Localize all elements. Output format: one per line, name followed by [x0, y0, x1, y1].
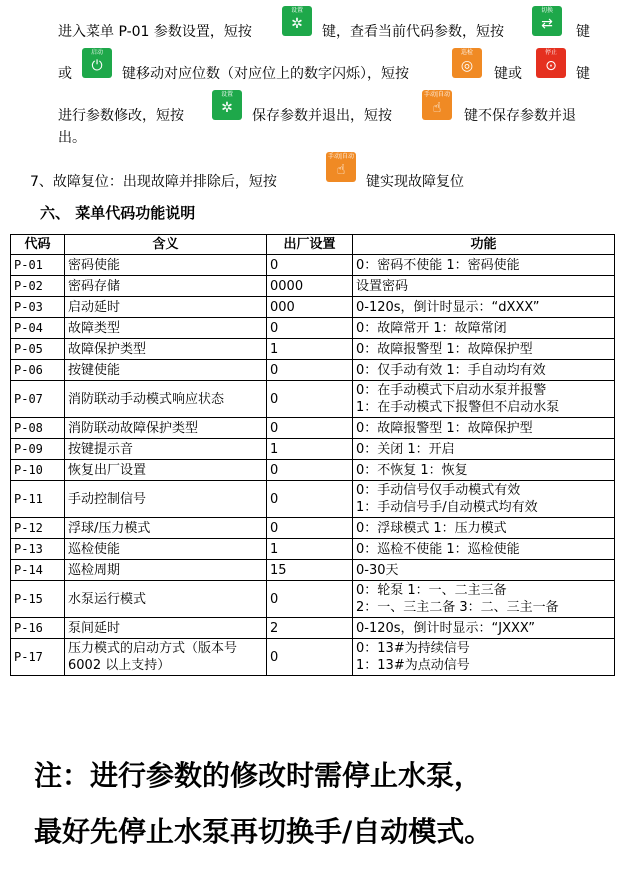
function-cell — [353, 518, 615, 539]
table-row — [11, 360, 615, 381]
stop-key — [536, 48, 566, 78]
function-cell — [353, 255, 615, 276]
meaning-cell: 故障类型 — [65, 318, 267, 339]
start-key-label: 启动 — [90, 49, 103, 56]
table-body — [11, 255, 615, 676]
start-key — [82, 48, 112, 78]
manual-auto-key — [326, 152, 356, 182]
hand-press-icon: ☝ — [336, 162, 346, 178]
instruction-text: 键或 — [494, 66, 522, 82]
default-cell: 0 — [267, 481, 353, 518]
default-cell: 0000 — [267, 276, 353, 297]
table-row — [11, 539, 615, 560]
switch-key — [532, 6, 562, 36]
code-cell: P-05 — [11, 339, 65, 360]
meaning-cell: 手动控制信号 — [65, 481, 267, 518]
column-header: 代码 — [11, 235, 65, 255]
menu-code-table — [10, 234, 615, 676]
meaning-cell: 按键提示音 — [65, 439, 267, 460]
meaning-cell: 恢复出厂设置 — [65, 460, 267, 481]
note-line: 注：进行参数的修改时需停止水泵， — [34, 759, 483, 792]
code-cell: P-01 — [11, 255, 65, 276]
function-line: 0：关闭 1：开启 — [356, 441, 455, 457]
code-cell: P-09 — [11, 439, 65, 460]
function-cell — [353, 618, 615, 639]
function-cell — [353, 276, 615, 297]
column-header: 含义 — [65, 235, 267, 255]
function-line: 1：13#为点动信号 — [356, 658, 470, 673]
table-row — [11, 639, 615, 676]
manual-auto-key — [422, 90, 452, 120]
function-cell — [353, 381, 615, 418]
function-line: 0-120s，倒计时显示：“dXXX” — [356, 299, 540, 315]
code-cell: P-14 — [11, 560, 65, 581]
table-row — [11, 255, 615, 276]
meaning-cell: 巡检使能 — [65, 539, 267, 560]
table-row — [11, 297, 615, 318]
meaning-cell: 消防联动手动模式响应状态 — [65, 381, 267, 418]
function-cell — [353, 560, 615, 581]
code-cell: P-13 — [11, 539, 65, 560]
meaning-cell: 泵间延时 — [65, 618, 267, 639]
function-cell — [353, 481, 615, 518]
meaning-cell: 按键使能 — [65, 360, 267, 381]
table-row — [11, 460, 615, 481]
instruction-text: 进行参数修改，短按 — [58, 108, 184, 124]
function-cell — [353, 581, 615, 618]
function-cell — [353, 418, 615, 439]
instruction-text: 键移动对应位数（对应位上的数字闪烁），短按 — [122, 66, 409, 82]
inspect-key — [452, 48, 482, 78]
function-cell — [353, 539, 615, 560]
function-cell — [353, 318, 615, 339]
meaning-cell: 消防联动故障保护类型 — [65, 418, 267, 439]
gear-icon: ✲ — [221, 100, 233, 116]
function-cell — [353, 360, 615, 381]
default-cell: 1 — [267, 539, 353, 560]
default-cell: 15 — [267, 560, 353, 581]
function-line: 0-120s，倒计时显示：“JXXX” — [356, 620, 536, 636]
default-cell: 0 — [267, 381, 353, 418]
instruction-text: 进入菜单 P-01 参数设置，短按 — [58, 24, 252, 40]
function-cell — [353, 297, 615, 318]
code-cell: P-02 — [11, 276, 65, 297]
meaning-cell: 水泵运行模式 — [65, 581, 267, 618]
table-row — [11, 560, 615, 581]
default-cell: 1 — [267, 439, 353, 460]
default-cell: 0 — [267, 418, 353, 439]
default-cell: 0 — [267, 518, 353, 539]
meaning-cell: 浮球/压力模式 — [65, 518, 267, 539]
meaning-cell: 故障保护类型 — [65, 339, 267, 360]
switch-arrows-icon: ⇄ — [541, 16, 553, 32]
function-cell — [353, 639, 615, 676]
table-row — [11, 318, 615, 339]
table-row — [11, 618, 615, 639]
default-cell: 0 — [267, 318, 353, 339]
function-line: 0：故障常开 1：故障常闭 — [356, 320, 507, 336]
default-cell: 000 — [267, 297, 353, 318]
function-line: 0：仅手动有效 1：手自动均有效 — [356, 362, 546, 378]
code-cell: P-17 — [11, 639, 65, 676]
default-cell: 0 — [267, 581, 353, 618]
function-line: 0：浮球模式 1：压力模式 — [356, 520, 507, 536]
instruction-text: 键 — [576, 24, 590, 40]
code-cell: P-07 — [11, 381, 65, 418]
function-line: 2：一、三主二备 3：二、三主一备 — [356, 600, 559, 615]
default-cell: 0 — [267, 460, 353, 481]
gear-icon: ✲ — [291, 16, 303, 32]
column-header: 功能 — [353, 235, 615, 255]
default-cell: 0 — [267, 360, 353, 381]
fault-reset-text: 键实现故障复位 — [366, 174, 464, 190]
pump-icon: ◎ — [460, 58, 474, 74]
fault-reset-text: 7、故障复位：出现故障并排除后，短按 — [30, 174, 277, 190]
column-header: 出厂设置 — [267, 235, 353, 255]
code-cell: P-11 — [11, 481, 65, 518]
hand-press-icon: ☝ — [432, 100, 442, 116]
default-cell: 0 — [267, 639, 353, 676]
default-cell: 0 — [267, 255, 353, 276]
instruction-text: 或 — [58, 66, 72, 82]
instruction-text: 键 — [576, 66, 590, 82]
settings-key — [282, 6, 312, 36]
meaning-cell: 巡检周期 — [65, 560, 267, 581]
code-cell: P-15 — [11, 581, 65, 618]
table-row — [11, 518, 615, 539]
instruction-text: 键不保存参数并退 — [464, 108, 576, 124]
inspect-key-label: 巡检 — [460, 49, 473, 56]
stop-icon: ⊙ — [545, 58, 557, 74]
manual-auto-key-label: 手动|自动 — [327, 153, 355, 160]
switch-key-label: 切换 — [540, 7, 553, 14]
section-title: 六、 菜单代码功能说明 — [40, 204, 196, 222]
code-cell: P-06 — [11, 360, 65, 381]
code-cell: P-08 — [11, 418, 65, 439]
table-row — [11, 276, 615, 297]
function-line: 0：13#为持续信号 — [356, 641, 470, 656]
code-cell: P-03 — [11, 297, 65, 318]
settings-key-label: 设置 — [290, 7, 303, 14]
power-icon: ⏻ — [91, 58, 103, 74]
function-line: 设置密码 — [356, 278, 409, 294]
function-line: 0-30天 — [356, 562, 399, 578]
table-row — [11, 581, 615, 618]
function-line: 0：不恢复 1：恢复 — [356, 462, 468, 478]
function-cell — [353, 339, 615, 360]
meaning-cell: 压力模式的启动方式（版本号 6002 以上支持） — [65, 639, 267, 676]
function-cell — [353, 439, 615, 460]
settings-key-label: 设置 — [220, 91, 233, 98]
stop-key-label: 停止 — [544, 49, 557, 56]
instruction-text: 键，查看当前代码参数，短按 — [322, 24, 504, 40]
default-cell: 1 — [267, 339, 353, 360]
table-row — [11, 339, 615, 360]
table-row — [11, 418, 615, 439]
meaning-cell: 密码使能 — [65, 255, 267, 276]
function-line: 0：轮泵 1：一、二主三备 — [356, 583, 507, 598]
function-line: 1：手动信号手/自动模式均有效 — [356, 500, 538, 515]
function-line: 0：密码不使能 1：密码使能 — [356, 257, 520, 273]
code-cell: P-04 — [11, 318, 65, 339]
function-line: 1：在手动模式下报警但不启动水泵 — [356, 400, 560, 415]
table-row — [11, 439, 615, 460]
instruction-text: 保存参数并退出，短按 — [252, 108, 392, 124]
code-cell: P-12 — [11, 518, 65, 539]
manual-auto-key-label: 手动|自动 — [423, 91, 451, 98]
table-row — [11, 481, 615, 518]
function-line: 0：故障报警型 1：故障保护型 — [356, 420, 533, 436]
instruction-text: 出。 — [58, 130, 86, 146]
function-line: 0：在手动模式下启动水泵并报警 — [356, 383, 547, 398]
function-cell — [353, 460, 615, 481]
note-line: 最好先停止水泵再切换手/自动模式。 — [34, 815, 493, 848]
meaning-cell: 启动延时 — [65, 297, 267, 318]
function-line: 0：故障报警型 1：故障保护型 — [356, 341, 533, 357]
settings-key — [212, 90, 242, 120]
meaning-cell: 密码存储 — [65, 276, 267, 297]
code-cell: P-16 — [11, 618, 65, 639]
function-line: 0：手动信号仅手动模式有效 — [356, 483, 521, 498]
table-header-row — [11, 235, 615, 255]
default-cell: 2 — [267, 618, 353, 639]
function-line: 0：巡检不使能 1：巡检使能 — [356, 541, 520, 557]
code-cell: P-10 — [11, 460, 65, 481]
table-row — [11, 381, 615, 418]
